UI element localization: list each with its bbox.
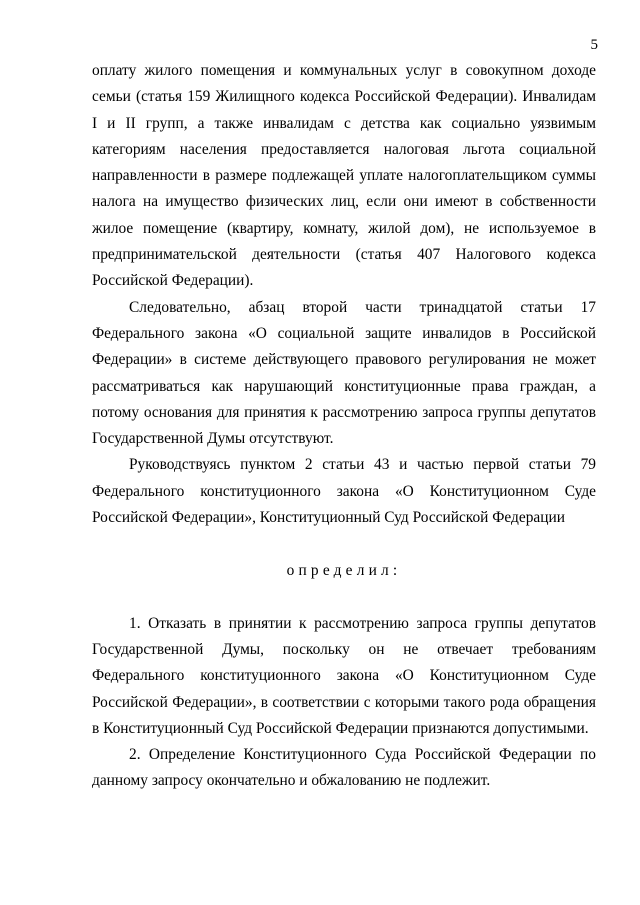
paragraph-legal-basis: Руководствуясь пунктом 2 статьи 43 и частью первой статьи 79 Федерального конституционного закона «О Конституционном Суде Российской Федерации», Конституционный Суд Российской Федерации bbox=[92, 456, 596, 527]
paragraph-conclusion: Следовательно, абзац второй части тринадцатой статьи 17 Федерального закона «О социальной защите инвалидов в Российской Федерации» в системе действующего правового регулирования не может рассматриваться как нарушающий конституционные права граждан, а потому основания для принятия к рассмотрению запроса группы депутатов Государственной Думы отсутствуют. bbox=[92, 298, 596, 448]
document-body bbox=[92, 58, 596, 795]
decision-item-1: 1. Отказать в принятии к рассмотрению запроса группы депутатов Государственной Думы, поскольку он не отвечает требованиям Федерального конституционного закона «О Конституционном Суде Российской Федерации», в соответствии с которыми такого рода обращения в Конституционный Суд Российской Федерации признаются допустимыми. bbox=[92, 614, 596, 737]
paragraph-continuation: оплату жилого помещения и коммунальных услуг в совокупном доходе семьи (статья 159 Жилищного кодекса Российской Федерации). Инвалидам I и II групп, а также инвалидам с детства как социально уязвимым категориям населения предоставляется налоговая льгота социальной направленности в размере подлежащей уплате налогоплательщиком суммы налога на имущество физических лиц, если они имеют в собственности жилое помещение (квартиру, комнату, жилой дом), не используемое в предпринимательской деятельности (статья 407 Налогового кодекса Российской Федерации). bbox=[92, 62, 596, 290]
decision-heading: определил: bbox=[286, 562, 402, 580]
page-number: 5 bbox=[590, 37, 598, 53]
decision-item-2: 2. Определение Конституционного Суда Российской Федерации по данному запросу окончательно и обжалованию не подлежит. bbox=[92, 746, 596, 790]
